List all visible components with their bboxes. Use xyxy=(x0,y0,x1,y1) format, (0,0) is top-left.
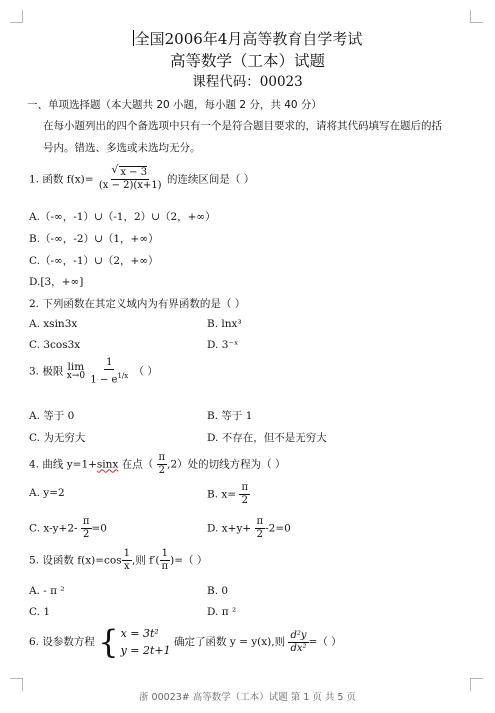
option-text: C. 1 xyxy=(29,606,51,618)
option-text: D. 3⁻ˣ xyxy=(207,339,239,351)
option-text: D.[3，+∞] xyxy=(29,276,84,288)
option-text: D. x+y+ $\frac{\pi}{2}$ -2=0 xyxy=(207,516,291,540)
section-heading: 一、单项选择题（本大题共 20 小题，每小题 2 分，共 40 分） xyxy=(27,99,322,111)
option-text: C. x-y+2- $\frac{\pi}{2}$ =0 xyxy=(29,516,107,540)
option-text: A.（-∞，-1）∪（-1，2）∪（2，+∞） xyxy=(29,211,216,223)
question-4: 4. 曲线 y=1+sinx 在点（ $\frac{\pi}{2}$ ,2）处的切线方程为（ ） xyxy=(29,452,286,476)
option-text: A. y=2 xyxy=(29,487,65,499)
fraction: √ $\frac{x - 3}{(x - 2)(x+1)}$ xyxy=(97,167,164,192)
option-text: B. x= $\frac{\pi}{2}$ xyxy=(207,482,249,506)
fraction: $\frac{\pi}{2}$ xyxy=(82,516,90,540)
option-text: B. 等于 1 xyxy=(207,410,253,422)
text-cursor xyxy=(133,30,134,46)
option-text: C. 为无穷大 xyxy=(29,432,86,444)
fraction: $\frac{1}{x}$ xyxy=(123,548,130,572)
limit-operator: lim x→0 xyxy=(66,360,86,381)
option-text: A. xsin3x xyxy=(29,318,78,330)
fraction: $\frac{1}{\pi}$ xyxy=(161,548,169,572)
option-text: B. 0 xyxy=(207,585,229,597)
fraction: $\frac{\text{d²y}}{\text{dx²}}$ xyxy=(290,629,307,654)
section-instruction: 在每小题列出的四个备选项中只有一个是符合题目要求的，请将其代码填写在题后的括 xyxy=(43,120,442,132)
option-text: B.（-∞，-2）∪（1，+∞） xyxy=(29,233,159,245)
exam-title-line1: 全国2006年4月高等教育自学考试 xyxy=(134,30,363,48)
option-text: D. 不存在，但不是无穷大 xyxy=(207,432,327,444)
question-2: 2. 下列函数在其定义域内为有界函数的是（ ） xyxy=(29,298,246,310)
fraction: $\frac{\pi}{2}$ xyxy=(158,452,166,476)
fraction: $\frac{\pi}{2}$ xyxy=(256,516,264,540)
fraction: $\frac{1}{1 - e^{1/x}}$ xyxy=(90,357,129,386)
option-text: C. 3cos3x xyxy=(29,339,81,351)
option-text: A. - π ² xyxy=(29,585,65,597)
question-3: 3. 极限 lim x→0 $\frac{1}{1 - e^{1/x}}$ （ ） xyxy=(29,357,158,386)
option-text: B. lnx³ xyxy=(207,318,242,330)
question-5: 5. 设函数 f(x)=cos $\frac{1}{x}$ ,则 f′( $\frac{1}{\pi}$ )=（ ） xyxy=(29,548,208,572)
course-code: 课程代码：00023 xyxy=(192,74,303,90)
section-instruction: 号内。错选、多选或未选均无分。 xyxy=(43,142,201,154)
equation-system: x = 3t² y = 2t+1 xyxy=(120,627,171,657)
page-corner-mark xyxy=(470,10,483,23)
brace: { xyxy=(98,623,119,661)
option-text: D. π ² xyxy=(207,606,237,618)
question-1: 1. 函数 f(x)= √ $\frac{x - 3}{(x - 2)(x+1)}$ 的连续区间是（ ） xyxy=(29,167,254,192)
fraction: $\frac{\pi}{2}$ xyxy=(241,482,249,506)
option-text: C.（-∞，-1）∪（2，+∞） xyxy=(29,255,159,267)
exam-title-line2: 高等数学（工本）试题 xyxy=(169,52,325,70)
page-footer: 浙 00023# 高等数学（工本）试题 第 1 页 共 5 页 xyxy=(139,692,356,703)
question-6: 6. 设参数方程 { x = 3t² y = 2t+1 确定了函数 y = y(x),则 $\frac{\text{d²y}}{\text{dx²}}$ =（ ） xyxy=(29,623,342,661)
option-text: A. 等于 0 xyxy=(29,410,75,422)
page-corner-mark xyxy=(10,10,23,23)
